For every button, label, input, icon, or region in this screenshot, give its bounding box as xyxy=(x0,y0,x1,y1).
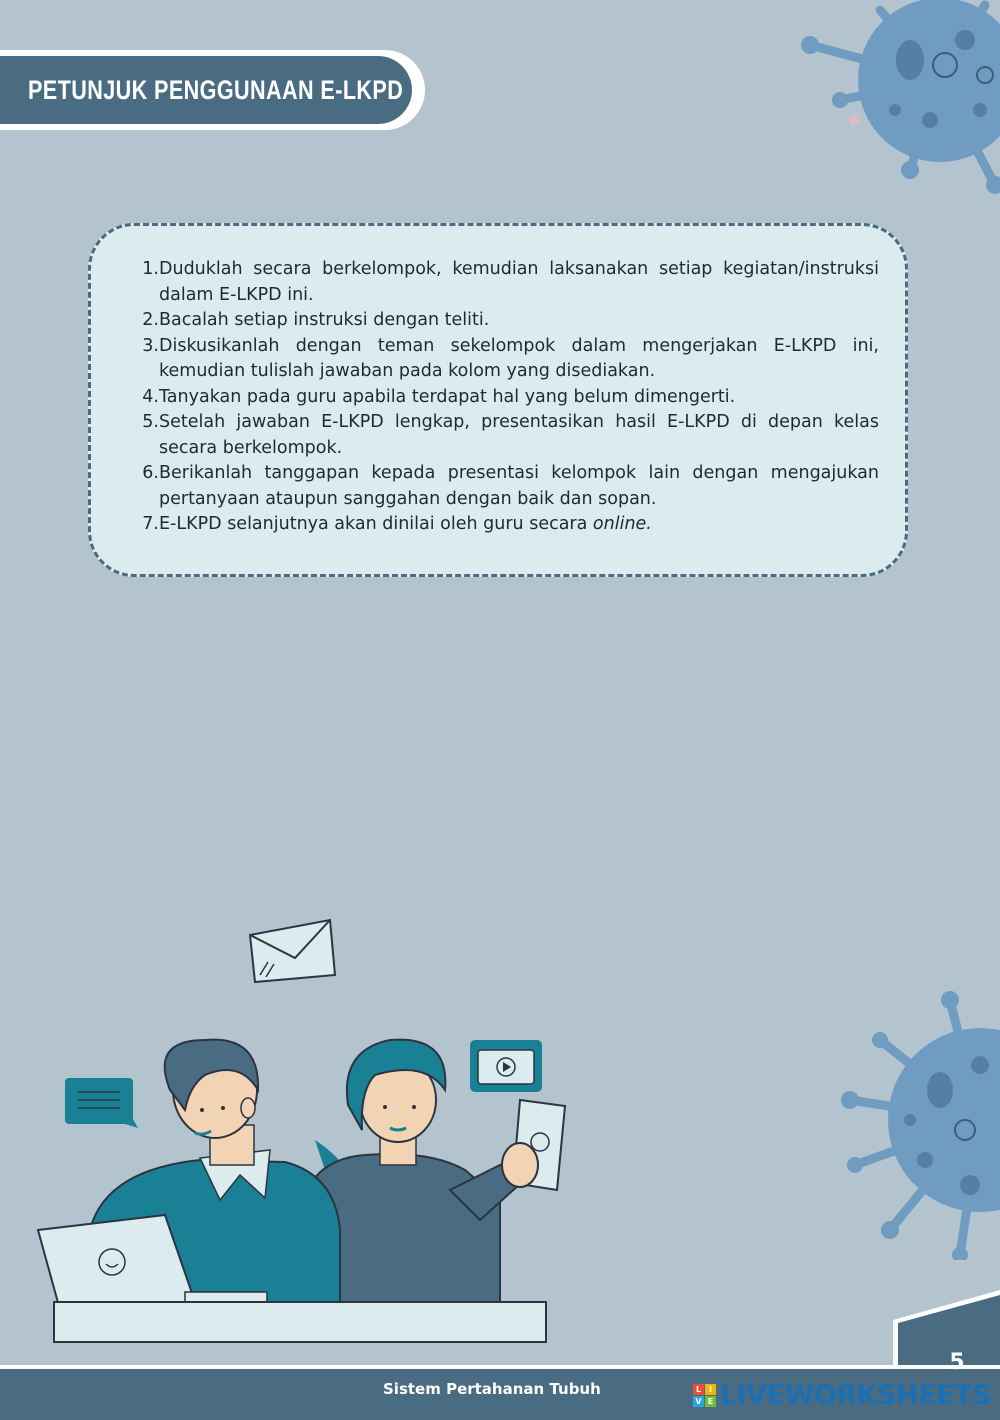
list-text xyxy=(159,512,879,538)
list-number: 3. xyxy=(142,335,159,356)
list-item xyxy=(139,512,879,538)
liveworksheets-logo xyxy=(693,1380,991,1411)
list-text-italic: online. xyxy=(592,514,652,534)
list-item xyxy=(139,385,879,411)
list-number: 5. xyxy=(142,412,159,432)
list-number: 1. xyxy=(142,259,159,279)
list-text-main: E-LKPD selanjutnya akan dinilai oleh guru secara xyxy=(159,514,593,534)
list-text: Bacalah setiap instruksi dengan teliti. xyxy=(159,310,490,330)
page-title: PETUNJUK PENGGUNAAN E-LKPD xyxy=(28,74,404,105)
logo-letter: L xyxy=(693,1384,704,1395)
header-banner xyxy=(0,50,425,130)
list-text: Berikanlah tanggapan kepada presentasi kelompok lain dengan mengajukan pertanyaan ataupun sanggahan dengan baik dan sopan. xyxy=(159,463,879,509)
virus-illustration-top xyxy=(800,0,1000,200)
list-item xyxy=(139,334,879,385)
footer-subject: Sistem Pertahanan Tubuh xyxy=(383,1380,601,1398)
students-illustration xyxy=(30,900,590,1350)
list-text: Duduklah secara berkelompok, kemudian laksanakan setiap kegiatan/instruksi dalam E-LKPD ini. xyxy=(159,259,879,305)
instructions-list xyxy=(139,257,879,538)
list-number: 2. xyxy=(142,310,159,330)
list-text: Tanyakan pada guru apabila terdapat hal yang belum dimengerti. xyxy=(159,386,736,407)
list-number: 6. xyxy=(142,463,159,483)
instructions-box xyxy=(88,223,908,577)
list-number: 4. xyxy=(142,386,159,407)
logo-grid-icon xyxy=(693,1384,716,1407)
list-item xyxy=(139,308,879,334)
logo-letter: I xyxy=(705,1384,716,1395)
list-item xyxy=(139,410,879,461)
page-number: 5 xyxy=(949,1350,965,1375)
list-item xyxy=(139,257,879,308)
header-banner-inner xyxy=(0,56,412,124)
chat-bubble-icon xyxy=(65,1078,138,1128)
watermark-text: LIVEWORKSHEETS xyxy=(720,1380,991,1411)
list-item xyxy=(139,461,879,512)
list-text: Diskusikanlah dengan teman sekelompok dalam mengerjakan E-LKPD ini, kemudian tulislah jawaban pada kolom yang disediakan. xyxy=(159,335,879,381)
logo-letter: E xyxy=(705,1396,716,1407)
virus-illustration-bottom xyxy=(840,990,1000,1260)
list-number: 7. xyxy=(142,514,159,534)
video-play-icon xyxy=(470,1040,542,1092)
logo-letter: V xyxy=(693,1396,704,1407)
list-text: Setelah jawaban E-LKPD lengkap, presentasikan hasil E-LKPD di depan kelas secara berkelompok. xyxy=(159,412,879,458)
envelope-icon xyxy=(250,920,335,982)
